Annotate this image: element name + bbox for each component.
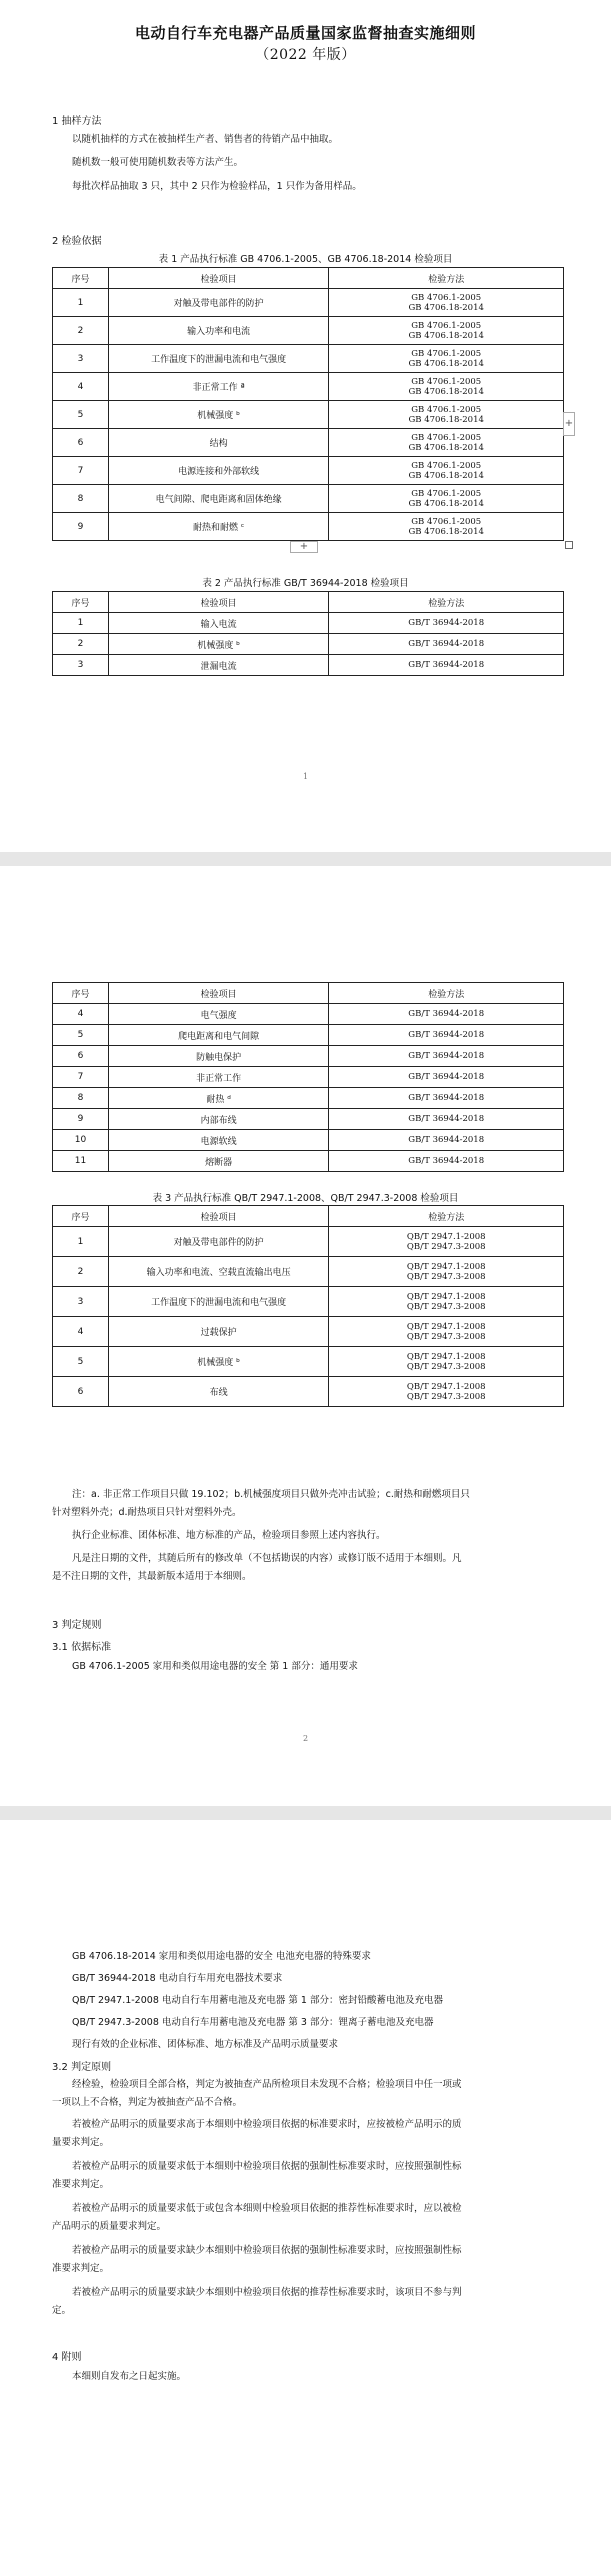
header-item: 检验项目 [108, 268, 329, 289]
cell-method: GB/T 36944-2018 [329, 1151, 564, 1172]
cell-item: 工作温度下的泄漏电流和电气强度 [108, 345, 329, 373]
cell-method [329, 345, 564, 373]
method-line-2: GB 4706.18-2014 [408, 442, 484, 453]
method-line-1: GB 4706.1-2005 [411, 292, 482, 303]
cell-method [329, 1347, 564, 1377]
cell-no: 9 [53, 513, 109, 541]
cell-no: 4 [53, 373, 109, 401]
cell-method [329, 1227, 564, 1257]
cell-method: GB/T 36944-2018 [329, 613, 564, 634]
cell-no: 11 [53, 1151, 109, 1172]
table-row [53, 317, 564, 345]
method-line-2: GB 4706.18-2014 [408, 470, 484, 481]
cell-item: 爬电距离和电气间隙 [108, 1025, 329, 1046]
section-4-heading: 4 附则 [52, 2352, 82, 2363]
table-row [53, 429, 564, 457]
rule-1-line-1: 经检验，检验项目全部合格，判定为被抽查产品所检项目未发现不合格；检验项目中任一项或 [72, 2079, 462, 2090]
add-row-button[interactable]: + [290, 541, 318, 553]
cell-item: 工作温度下的泄漏电流和电气强度 [108, 1287, 329, 1317]
rule-2-line-2: 量要求判定。 [52, 2137, 110, 2148]
cell-item: 内部布线 [108, 1109, 329, 1130]
cell-method: GB/T 36944-2018 [329, 1088, 564, 1109]
table-2-caption: 表 2 产品执行标准 GB/T 36944-2018 检验项目 [202, 578, 409, 589]
method-line-2: GB 4706.18-2014 [408, 526, 484, 537]
method-line-1: GB 4706.1-2005 [411, 460, 482, 471]
cell-no: 2 [53, 634, 109, 655]
header-method: 检验方法 [329, 1206, 564, 1227]
standard-enterprise: 现行有效的企业标准、团体标准、地方标准及产品明示质量要求 [72, 2039, 339, 2050]
table-row [53, 1227, 564, 1257]
paragraph-dated-docs-1: 凡是注日期的文件，其随后所有的修改单（不包括勘误的内容）或修订版不适用于本细则。凡 [72, 1553, 462, 1564]
header-no: 序号 [53, 1206, 109, 1227]
table-row [53, 1151, 564, 1172]
cell-item: 对触及带电部件的防护 [108, 1227, 329, 1257]
cell-no: 1 [53, 613, 109, 634]
cell-item: 非正常工作 [108, 1067, 329, 1088]
section-2-heading: 2 检验依据 [52, 236, 102, 247]
table-1-header-row [53, 268, 564, 289]
cell-no: 1 [53, 289, 109, 317]
table-row [53, 373, 564, 401]
method-line-1: GB 4706.1-2005 [411, 376, 482, 387]
table-row [53, 1025, 564, 1046]
standard-qbt-2947-1: QB/T 2947.1-2008 电动自行车用蓄电池及充电器 第 1 部分：密封铅酸蓄电池及充电器 [72, 1995, 443, 2006]
table-row [53, 401, 564, 429]
rule-5-line-2: 准要求判定。 [52, 2263, 110, 2274]
header-method: 检验方法 [329, 983, 564, 1004]
cell-no: 3 [53, 655, 109, 676]
section-3-2-heading: 3.2 判定原则 [52, 2062, 112, 2073]
method-line-2: QB/T 2947.3-2008 [406, 1271, 486, 1282]
note-line-1: 注：a. 非正常工作项目只做 19.102；b.机械强度项目只做外壳冲击试验；c.耐热和耐燃项目只 [72, 1489, 470, 1500]
standard-gbt-36944: GB/T 36944-2018 电动自行车用充电器技术要求 [72, 1973, 283, 1984]
method-line-1: QB/T 2947.1-2008 [406, 1321, 486, 1332]
rule-4-line-2: 产品明示的质量要求判定。 [52, 2221, 167, 2232]
cell-item: 输入功率和电流、空载直流输出电压 [108, 1257, 329, 1287]
sec1-paragraph-1: 以随机抽样的方式在被抽样生产者、销售者的待销产品中抽取。 [72, 134, 339, 145]
cell-no: 1 [53, 1227, 109, 1257]
rule-6-line-1: 若被检产品明示的质量要求缺少本细则中检验项目依据的推荐性标准要求时，该项目不参与判 [72, 2287, 462, 2298]
cell-method: GB/T 36944-2018 [329, 1046, 564, 1067]
document-subtitle: （2022 年版） [255, 47, 356, 63]
table-row [53, 1004, 564, 1025]
method-line-2: GB 4706.18-2014 [408, 498, 484, 509]
cell-item: 电气间隙、爬电距离和固体绝缘 [108, 485, 329, 513]
method-line-1: QB/T 2947.1-2008 [406, 1351, 486, 1362]
cell-no: 10 [53, 1130, 109, 1151]
table-row [53, 1109, 564, 1130]
method-line-2: QB/T 2947.3-2008 [406, 1391, 486, 1402]
cell-no: 8 [53, 485, 109, 513]
method-line-1: QB/T 2947.1-2008 [406, 1291, 486, 1302]
table-row [53, 1130, 564, 1151]
page-number: 1 [302, 772, 309, 781]
cell-item: 电气强度 [108, 1004, 329, 1025]
cell-method [329, 1317, 564, 1347]
cell-no: 6 [53, 429, 109, 457]
page-number: 2 [302, 1734, 309, 1743]
cell-item: 机械强度 ᵇ [108, 1347, 329, 1377]
cell-method [329, 1287, 564, 1317]
paragraph-enterprise-standards: 执行企业标准、团体标准、地方标准的产品，检验项目参照上述内容执行。 [72, 1530, 386, 1541]
cell-item: 防触电保护 [108, 1046, 329, 1067]
add-column-button[interactable]: + [563, 412, 575, 436]
cell-item: 电源软线 [108, 1130, 329, 1151]
cell-method: GB/T 36944-2018 [329, 1067, 564, 1088]
cell-no: 5 [53, 1025, 109, 1046]
method-line-1: GB 4706.1-2005 [411, 348, 482, 359]
table-row [53, 613, 564, 634]
rule-3-line-1: 若被检产品明示的质量要求低于本细则中检验项目依据的强制性标准要求时，应按照强制性标 [72, 2161, 462, 2172]
table-row [53, 289, 564, 317]
cell-item: 泄漏电流 [108, 655, 329, 676]
cell-method [329, 373, 564, 401]
document-title: 电动自行车充电器产品质量国家监督抽查实施细则 [134, 24, 476, 42]
method-line-2: GB 4706.18-2014 [408, 302, 484, 313]
cell-item: 输入电流 [108, 613, 329, 634]
header-no: 序号 [53, 268, 109, 289]
sec1-paragraph-3: 每批次样品抽取 3 只，其中 2 只作为检验样品，1 只作为备用样品。 [72, 181, 362, 192]
cell-method [329, 429, 564, 457]
method-line-1: GB 4706.1-2005 [411, 320, 482, 331]
rule-4-line-1: 若被检产品明示的质量要求低于或包含本细则中检验项目依据的推荐性标准要求时，应以被检 [72, 2203, 462, 2214]
cell-no: 7 [53, 1067, 109, 1088]
cell-method: GB/T 36944-2018 [329, 1004, 564, 1025]
cell-method: GB/T 36944-2018 [329, 1130, 564, 1151]
method-line-2: GB 4706.18-2014 [408, 386, 484, 397]
cell-method: GB/T 36944-2018 [329, 1109, 564, 1130]
cell-no: 9 [53, 1109, 109, 1130]
note-line-2: 针对塑料外壳；d.耐热项目只针对塑料外壳。 [52, 1507, 242, 1518]
table-2-cont-header-row [53, 983, 564, 1004]
header-item: 检验项目 [108, 1206, 329, 1227]
cell-item: 结构 [108, 429, 329, 457]
table-row [53, 513, 564, 541]
table-row [53, 345, 564, 373]
table-row [53, 1257, 564, 1287]
table-3-caption: 表 3 产品执行标准 QB/T 2947.1-2008、QB/T 2947.3-2008 检验项目 [152, 1193, 459, 1204]
table-2 [52, 591, 564, 676]
cell-no: 2 [53, 317, 109, 345]
paragraph-dated-docs-2: 是不注日期的文件，其最新版本适用于本细则。 [52, 1571, 252, 1582]
header-item: 检验项目 [108, 592, 329, 613]
cell-method [329, 485, 564, 513]
method-line-2: QB/T 2947.3-2008 [406, 1241, 486, 1252]
cell-no: 4 [53, 1004, 109, 1025]
table-row [53, 1317, 564, 1347]
cell-item: 对触及带电部件的防护 [108, 289, 329, 317]
cell-no: 2 [53, 1257, 109, 1287]
cell-method [329, 289, 564, 317]
cell-no: 5 [53, 1347, 109, 1377]
rule-5-line-1: 若被检产品明示的质量要求缺少本细则中检验项目依据的强制性标准要求时，应按照强制性标 [72, 2245, 462, 2256]
rule-2-line-1: 若被检产品明示的质量要求高于本细则中检验项目依据的标准要求时，应按被检产品明示的质 [72, 2119, 462, 2130]
sec1-paragraph-2: 随机数一般可使用随机数表等方法产生。 [72, 157, 244, 168]
cell-method [329, 513, 564, 541]
table-1 [52, 267, 564, 541]
rule-1-line-2: 一项以上不合格，判定为被抽查产品不合格。 [52, 2097, 243, 2108]
cell-item: 布线 [108, 1377, 329, 1407]
cell-item: 非正常工作 ª [108, 373, 329, 401]
method-line-2: QB/T 2947.3-2008 [406, 1301, 486, 1312]
cell-method [329, 1257, 564, 1287]
cell-item: 输入功率和电流 [108, 317, 329, 345]
method-line-1: GB 4706.1-2005 [411, 516, 482, 527]
cell-method: GB/T 36944-2018 [329, 655, 564, 676]
cell-item: 熔断器 [108, 1151, 329, 1172]
table-2-continued [52, 982, 564, 1172]
section-3-heading: 3 判定规则 [52, 1620, 102, 1631]
page-3 [0, 1820, 611, 2563]
method-line-1: QB/T 2947.1-2008 [406, 1261, 486, 1272]
method-line-1: GB 4706.1-2005 [411, 432, 482, 443]
standard-gb-4706-1: GB 4706.1-2005 家用和类似用途电器的安全 第 1 部分：通用要求 [72, 1661, 358, 1672]
table-row [53, 1046, 564, 1067]
header-no: 序号 [53, 592, 109, 613]
cell-item: 机械强度 ᵇ [108, 401, 329, 429]
table-row [53, 1287, 564, 1317]
method-line-2: GB 4706.18-2014 [408, 414, 484, 425]
header-item: 检验项目 [108, 983, 329, 1004]
cell-no: 8 [53, 1088, 109, 1109]
table-row [53, 1377, 564, 1407]
header-method: 检验方法 [329, 592, 564, 613]
cell-item: 耐热和耐燃 ᶜ [108, 513, 329, 541]
cell-method [329, 401, 564, 429]
cell-method [329, 317, 564, 345]
table-3-header-row [53, 1206, 564, 1227]
rule-6-line-2: 定。 [52, 2305, 72, 2316]
table-row [53, 634, 564, 655]
cell-no: 3 [53, 345, 109, 373]
method-line-2: QB/T 2947.3-2008 [406, 1331, 486, 1342]
header-method: 检验方法 [329, 268, 564, 289]
cell-no: 7 [53, 457, 109, 485]
cell-method [329, 1377, 564, 1407]
standard-gb-4706-18: GB 4706.18-2014 家用和类似用途电器的安全 电池充电器的特殊要求 [72, 1951, 371, 1962]
rule-3-line-2: 准要求判定。 [52, 2179, 110, 2190]
table-2-header-row [53, 592, 564, 613]
table-row [53, 655, 564, 676]
page-2 [0, 866, 611, 1806]
table-row [53, 1347, 564, 1377]
cell-no: 6 [53, 1046, 109, 1067]
cell-item: 耐热 ᵈ [108, 1088, 329, 1109]
method-line-1: GB 4706.1-2005 [411, 488, 482, 499]
header-no: 序号 [53, 983, 109, 1004]
method-line-2: QB/T 2947.3-2008 [406, 1361, 486, 1372]
method-line-1: GB 4706.1-2005 [411, 404, 482, 415]
cell-method [329, 457, 564, 485]
cell-no: 4 [53, 1317, 109, 1347]
page-1 [0, 0, 611, 852]
cell-item: 机械强度 ᵇ [108, 634, 329, 655]
cell-method: GB/T 36944-2018 [329, 634, 564, 655]
method-line-2: GB 4706.18-2014 [408, 330, 484, 341]
cell-no: 3 [53, 1287, 109, 1317]
method-line-2: GB 4706.18-2014 [408, 358, 484, 369]
table-row [53, 457, 564, 485]
table-row [53, 1088, 564, 1109]
cell-no: 6 [53, 1377, 109, 1407]
table-row [53, 485, 564, 513]
table-resize-handle[interactable] [565, 541, 573, 549]
table-3 [52, 1205, 564, 1407]
standard-qbt-2947-3: QB/T 2947.3-2008 电动自行车用蓄电池及充电器 第 3 部分：锂离子蓄电池及充电器 [72, 2017, 434, 2028]
cell-item: 电源连接和外部软线 [108, 457, 329, 485]
section-4-paragraph: 本细则自发布之日起实施。 [72, 2371, 187, 2382]
table-row [53, 1067, 564, 1088]
method-line-1: QB/T 2947.1-2008 [406, 1231, 486, 1242]
cell-item: 过载保护 [108, 1317, 329, 1347]
cell-method: GB/T 36944-2018 [329, 1025, 564, 1046]
section-3-1-heading: 3.1 依据标准 [52, 1642, 112, 1653]
section-1-heading: 1 抽样方法 [52, 116, 102, 127]
method-line-1: QB/T 2947.1-2008 [406, 1381, 486, 1392]
table-1-caption: 表 1 产品执行标准 GB 4706.1-2005、GB 4706.18-2014 检验项目 [158, 254, 453, 265]
cell-no: 5 [53, 401, 109, 429]
